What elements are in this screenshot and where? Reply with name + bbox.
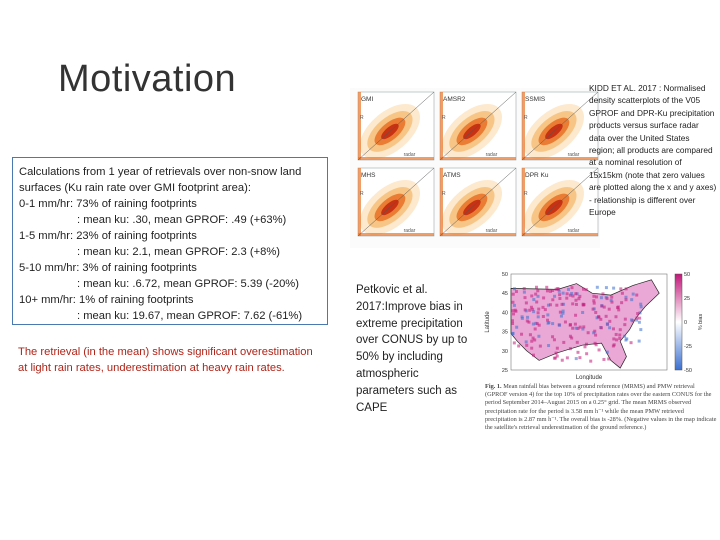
bias-cell <box>566 292 569 295</box>
colorbar <box>675 274 682 370</box>
axis-label-x: radar <box>403 228 416 234</box>
bias-cell <box>578 356 581 359</box>
axis-label-y: R <box>442 115 446 122</box>
panel-label: MHS <box>361 172 376 179</box>
lat-tick-label: 40 <box>501 310 508 317</box>
bias-cell <box>606 322 609 325</box>
bias-cell <box>612 327 615 330</box>
bias-cell <box>537 335 540 338</box>
zero-strip-x <box>440 233 516 236</box>
bias-cell <box>585 343 588 346</box>
bias-cell <box>547 304 550 307</box>
bias-cell <box>601 292 604 295</box>
bias-cell <box>530 347 533 350</box>
bias-cell <box>639 328 642 331</box>
colorbar-tick-label: 0 <box>684 320 688 326</box>
bias-cell <box>618 333 621 336</box>
bias-cell <box>562 341 565 344</box>
bias-cell <box>615 338 618 341</box>
bias-cell <box>532 337 535 340</box>
bias-cell <box>534 327 537 330</box>
slide-title: Motivation <box>58 58 237 100</box>
axis-label-y: R <box>360 191 364 198</box>
scatter-panel <box>432 168 516 246</box>
bias-cell <box>513 341 516 344</box>
lat-tick-label: 45 <box>501 291 508 298</box>
bias-cell <box>605 286 608 289</box>
bias-cell <box>553 338 556 341</box>
bias-cell <box>630 298 633 301</box>
axis-label-x: radar <box>485 152 498 158</box>
bias-cell <box>619 328 622 331</box>
colorbar-tick-label: -50 <box>684 368 692 374</box>
scatter-panel <box>350 92 434 170</box>
caption-label: Fig. 1. <box>485 383 502 390</box>
calc-row-detail: : mean ku: .30, mean GPROF: .49 (+63%) <box>77 214 287 226</box>
scatterplot-grid <box>350 88 600 248</box>
bias-cell <box>582 325 585 328</box>
kidd-note: KIDD ET AL. 2017 : Normalised density scatterplots of the V05 GPROF and DPR-Ku precipitation products versus surface radar data over the United States region; all products are compared at a nominal resolution of 15x15km (note that zero values are plotted along the x and y axes) - relationship is different over Europe <box>589 83 717 218</box>
density-scatterplot-figure <box>350 88 600 248</box>
colorbar-tick-label: 50 <box>684 272 691 278</box>
bias-cell <box>638 340 641 343</box>
bias-cell <box>546 289 549 292</box>
bias-cell <box>513 287 516 290</box>
axis-label-y: R <box>442 191 446 198</box>
bias-cell <box>567 288 570 291</box>
bias-cell <box>539 345 542 348</box>
bias-cell <box>537 311 540 314</box>
axis-label-x: radar <box>485 228 498 234</box>
zero-strip-x <box>522 233 598 236</box>
scatter-panel <box>432 92 516 170</box>
bias-cell <box>572 295 575 298</box>
bias-cell <box>525 340 528 343</box>
map-xlabel: Longitude <box>575 375 603 380</box>
bias-cell <box>614 315 617 318</box>
bias-cell <box>571 302 574 305</box>
map-caption <box>485 383 717 432</box>
bias-cell <box>624 318 627 321</box>
bias-cell <box>576 351 579 354</box>
bias-cell <box>512 332 515 335</box>
axis-label-y: R <box>524 115 528 122</box>
bias-cell <box>535 301 538 304</box>
bias-cell <box>582 304 585 307</box>
lat-tick-label: 30 <box>501 348 508 355</box>
bias-cell <box>599 318 602 321</box>
bias-cell <box>594 342 597 345</box>
bias-cell <box>598 348 601 351</box>
calc-row-detail: : mean ku: 2.1, mean GPROF: 2.3 (+8%) <box>77 246 281 258</box>
bias-cell <box>574 299 577 302</box>
bias-cell <box>521 317 524 320</box>
panel-label: GMI <box>361 96 374 103</box>
petkovic-note: Petkovic et al. 2017:Improve bias in extreme precipitation over CONUS by up to 50% by including atmospheric parameters such as CAPE <box>356 284 468 414</box>
bias-cell <box>561 303 564 306</box>
colorbar-tick-label: 25 <box>684 296 691 302</box>
bias-cell <box>593 307 596 310</box>
bias-cell <box>556 347 559 350</box>
calc-row-range: 0-1 mm/hr: 73% of raining footprints <box>19 198 197 210</box>
bias-cell <box>542 306 545 309</box>
bias-cell <box>553 295 556 298</box>
bias-cell <box>630 318 633 321</box>
bias-cell <box>569 335 572 338</box>
bias-cell <box>636 312 639 315</box>
bias-cell <box>639 303 642 306</box>
bias-cell <box>562 292 565 295</box>
bias-cell <box>523 296 526 299</box>
bias-cell <box>623 323 626 326</box>
bias-cell <box>585 352 588 355</box>
bias-cell <box>542 296 545 299</box>
bias-map-figure <box>483 268 715 380</box>
bias-cell <box>615 333 618 336</box>
bias-cell <box>537 295 540 298</box>
bias-cell <box>551 322 554 325</box>
zero-strip-x <box>440 157 516 160</box>
bias-cell <box>555 304 558 307</box>
bias-cell <box>575 303 578 306</box>
bias-cell <box>551 298 554 301</box>
bias-cell <box>512 312 515 315</box>
bias-cell <box>638 321 641 324</box>
panel-label: AMSR2 <box>443 96 466 103</box>
bias-cell <box>595 295 598 298</box>
caption-text: Mean rainfall bias between a ground reference (MRMS) and PMW retrieval (GPROF version 4) for the top 10% of precipitation rates over the eastern CONUS for the period September 2014–August 2015 on a 0.25° grid. The mean MRMS observed precipitation rate for the period is 3.58 mm h⁻¹ while the mean PMW retrieved precipitation is 2.87 mm h⁻¹. The overall bias is -28%. (Negative values in the map indicate the satellite's retrieval underestimation of the ground reference.) <box>485 383 717 432</box>
bias-cell <box>624 298 627 301</box>
bias-cell <box>621 292 624 295</box>
bias-cell <box>558 324 561 327</box>
conclusion-text: The retrieval (in the mean) shows significant overestimation at light rain rates, underestimation at heavy rain rates. <box>18 346 313 374</box>
bias-cell <box>511 319 514 322</box>
bias-cell <box>585 288 588 291</box>
bias-cell <box>553 357 556 360</box>
bias-cell <box>558 293 561 296</box>
bias-cell <box>562 310 565 313</box>
bias-cell <box>515 290 518 293</box>
bias-cell <box>587 331 590 334</box>
bias-cell <box>570 292 573 295</box>
bias-cell <box>517 344 520 347</box>
axis-label-x: radar <box>403 152 416 158</box>
bias-cell <box>625 337 628 340</box>
bias-cell <box>530 340 533 343</box>
calc-row-range: 5-10 mm/hr: 3% of raining footprints <box>19 262 197 274</box>
bias-cell <box>613 343 616 346</box>
bias-cell <box>546 313 549 316</box>
bias-cell <box>635 317 638 320</box>
calc-row-range: 10+ mm/hr: 1% of raining footprints <box>19 294 194 306</box>
colorbar-tick-label: -25 <box>684 344 692 350</box>
bias-cell <box>560 315 563 318</box>
bias-cell <box>597 315 600 318</box>
bias-cell <box>606 297 609 300</box>
bias-cell <box>529 333 532 336</box>
zero-strip-x <box>358 233 434 236</box>
bias-cell <box>571 286 574 289</box>
axis-label-x: radar <box>567 228 580 234</box>
bias-cell <box>511 322 514 325</box>
bias-cell <box>531 308 534 311</box>
bias-cell <box>616 306 619 309</box>
bias-cell <box>566 356 569 359</box>
colorbar-label: % bias <box>698 313 704 331</box>
bias-cell <box>515 326 518 329</box>
bias-cell <box>602 358 605 361</box>
bias-cell <box>607 357 610 360</box>
bias-cell <box>574 314 577 317</box>
bias-cell <box>594 334 597 337</box>
lat-tick-label: 25 <box>501 368 508 374</box>
bias-cell <box>577 297 580 300</box>
scatter-panel <box>514 92 598 170</box>
bias-cell <box>523 287 526 290</box>
bias-cell <box>537 315 540 318</box>
bias-cell <box>536 289 539 292</box>
bias-cell <box>535 286 538 289</box>
bias-cell <box>574 292 577 295</box>
bias-map <box>483 268 715 380</box>
bias-cell <box>523 291 526 294</box>
bias-cell <box>557 288 560 291</box>
bias-cell <box>581 311 584 314</box>
axis-label-x: radar <box>567 152 580 158</box>
bias-cell <box>575 357 578 360</box>
bias-cell <box>596 286 599 289</box>
bias-cell <box>551 289 554 292</box>
bias-cell <box>575 327 578 330</box>
bias-cell <box>525 309 528 312</box>
bias-cell <box>600 326 603 329</box>
bias-cell <box>592 295 595 298</box>
bias-cell <box>556 355 559 358</box>
calc-row-detail: : mean ku: .6.72, mean GPROF: 5.39 (-20%) <box>77 278 299 290</box>
bias-cell <box>619 287 622 290</box>
bias-cell <box>569 347 572 350</box>
bias-cell <box>559 311 562 314</box>
calc-row-range: 1-5 mm/hr: 23% of raining footprints <box>19 230 197 242</box>
bias-cell <box>547 322 550 325</box>
bias-cell <box>638 317 641 320</box>
panel-label: DPR Ku <box>525 172 549 179</box>
bias-cell <box>537 308 540 311</box>
bias-cell <box>632 293 635 296</box>
axis-label-y: R <box>524 191 528 198</box>
bias-cell <box>618 337 621 340</box>
bias-cell <box>582 288 585 291</box>
bias-cell <box>625 287 628 290</box>
bias-cell <box>526 316 529 319</box>
bias-cell <box>612 337 615 340</box>
bias-cell <box>558 297 561 300</box>
scatter-panel <box>514 168 598 246</box>
bias-cell <box>532 354 535 357</box>
bias-cell <box>542 315 545 318</box>
bias-cell <box>525 344 528 347</box>
bias-cell <box>594 311 597 314</box>
lat-tick-label: 35 <box>501 329 508 336</box>
bias-cell <box>511 309 514 312</box>
zero-strip-x <box>522 157 598 160</box>
bias-cell <box>600 296 603 299</box>
bias-cell <box>528 309 531 312</box>
bias-cell <box>532 298 535 301</box>
panel-label: SSMIS <box>525 96 546 103</box>
bias-cell <box>608 308 611 311</box>
bias-cell <box>564 320 567 323</box>
bias-cell <box>565 297 568 300</box>
bias-cell <box>527 321 530 324</box>
calculation-summary-box <box>12 157 328 325</box>
bias-cell <box>612 287 615 290</box>
bias-cell <box>574 323 577 326</box>
bias-cell <box>513 304 516 307</box>
axis-label-y: R <box>360 115 364 122</box>
bias-cell <box>511 301 514 304</box>
bias-cell <box>620 301 623 304</box>
bias-cell <box>551 335 554 338</box>
bias-cell <box>623 335 626 338</box>
bias-cell <box>536 322 539 325</box>
calc-intro: Calculations from 1 year of retrievals over non-snow land surfaces (Ku rain rate over GMI footprint area): <box>19 166 302 194</box>
bias-cell <box>547 344 550 347</box>
bias-cell <box>545 286 548 289</box>
bias-cell <box>589 360 592 363</box>
bias-cell <box>583 345 586 348</box>
bias-cell <box>512 293 515 296</box>
bias-cell <box>630 341 633 344</box>
bias-cell <box>640 305 643 308</box>
bias-cell <box>608 326 611 329</box>
bias-cell <box>610 299 613 302</box>
scatter-panel <box>350 168 434 246</box>
bias-cell <box>530 294 533 297</box>
bias-cell <box>576 341 579 344</box>
lat-tick-label: 50 <box>501 272 508 278</box>
bias-cell <box>579 326 582 329</box>
zero-strip-x <box>358 157 434 160</box>
bias-cell <box>569 323 572 326</box>
calc-row-detail: : mean ku: 19.67, mean GPROF: 7.62 (-61%) <box>77 310 303 322</box>
bias-cell <box>555 352 558 355</box>
bias-cell <box>592 299 595 302</box>
bias-cell <box>605 315 608 318</box>
bias-cell <box>610 296 613 299</box>
bias-cell <box>561 359 564 362</box>
bias-cell <box>635 294 638 297</box>
map-ylabel: Latitude <box>485 311 491 333</box>
bias-cell <box>525 301 528 304</box>
bias-cell <box>571 327 574 330</box>
bias-cell <box>520 333 523 336</box>
bias-cell <box>600 305 603 308</box>
panel-label: ATMS <box>443 172 461 179</box>
bias-cell <box>606 351 609 354</box>
